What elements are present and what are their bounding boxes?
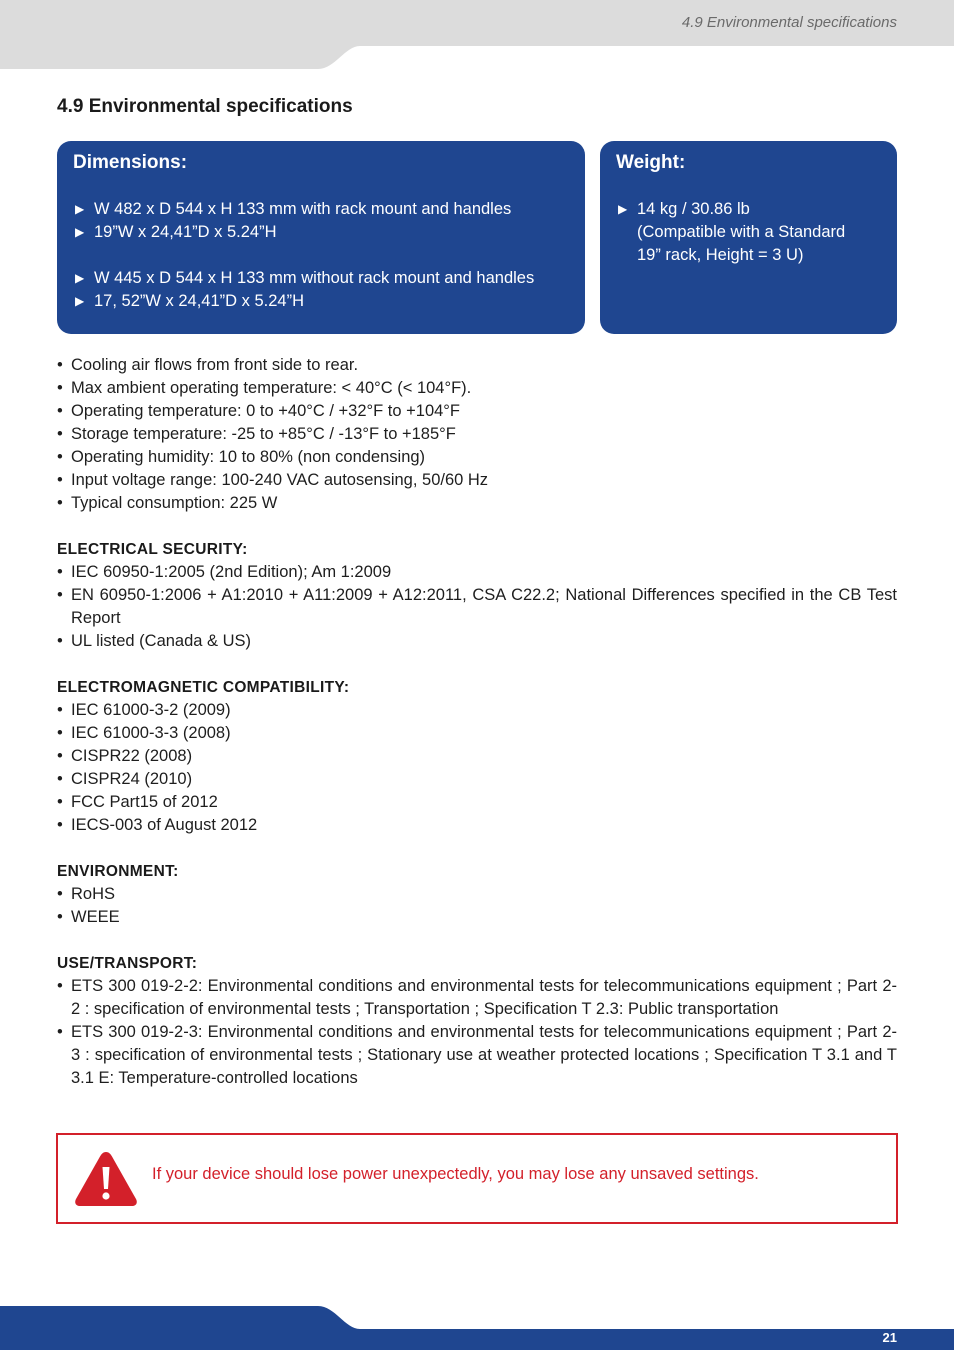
list-item: • UL listed (Canada & US) xyxy=(57,632,252,650)
list-item: ▶ W 445 x D 544 x H 133 mm without rack mount and handles xyxy=(75,267,534,290)
weight-note-line1: (Compatible with a Standard xyxy=(637,223,846,241)
list-item: ▶ W 482 x D 544 x H 133 mm with rack mount and handles xyxy=(75,198,534,221)
list-item: • Input voltage range: 100-240 VAC autosensing, 50/60 Hz xyxy=(57,471,489,489)
list-item: ▶ 19”W x 24,41”D x 5.24”H xyxy=(75,221,534,244)
list-item: • Operating temperature: 0 to +40°C / +32°F to +104°F xyxy=(57,402,460,420)
warning-box xyxy=(56,1133,898,1224)
dimensions-box xyxy=(57,141,585,334)
weight-note-line2: 19” rack, Height = 3 U) xyxy=(637,246,804,264)
spec-content xyxy=(57,354,897,1090)
section-title: 4.9 Environmental specifications xyxy=(57,96,353,117)
list-item: • RoHS xyxy=(57,885,116,903)
header-band xyxy=(0,0,954,70)
list-item: • IEC 61000-3-3 (2008) xyxy=(57,724,231,742)
emc-heading: ELECTROMAGNETIC COMPATIBILITY: xyxy=(57,679,350,696)
list-item: • ETS 300 019-2-2: Environmental conditions and environmental tests for telecommunications equipment ; Part 2-2 : specification of environmental tests ; Transportation ; Specification T 2.3: Public transportation xyxy=(57,977,897,1018)
weight-box xyxy=(600,141,897,334)
list-item: • Operating humidity: 10 to 80% (non condensing) xyxy=(57,448,426,466)
triangle-bullet-icon: ▶ xyxy=(75,294,85,308)
environment-heading: ENVIRONMENT: xyxy=(57,863,179,880)
list-item: • IECS-003 of August 2012 xyxy=(57,816,258,834)
weight-list xyxy=(618,198,845,267)
warning-icon xyxy=(73,1149,139,1209)
list-item: • CISPR24 (2010) xyxy=(57,770,193,788)
list-item: • Typical consumption: 225 W xyxy=(57,494,278,512)
list-item: • ETS 300 019-2-3: Environmental conditions and environmental tests for telecommunications equipment ; Part 2-3 : specification of environmental tests ; Stationary use at weather protected locations ; Specification T 3.1 and T 3.1 E: Temperature-controlled locations xyxy=(57,1023,897,1087)
list-item: • IEC 60950-1:2005 (2nd Edition); Am 1:2009 xyxy=(57,563,392,581)
list-item: • FCC Part15 of 2012 xyxy=(57,793,218,811)
list-item: • CISPR22 (2008) xyxy=(57,747,193,765)
list-item: • IEC 61000-3-2 (2009) xyxy=(57,701,231,719)
list-item: • WEEE xyxy=(57,908,120,926)
list-item: • Max ambient operating temperature: < 40°C (< 104°F). xyxy=(57,379,472,397)
triangle-bullet-icon: ▶ xyxy=(75,225,85,239)
triangle-bullet-icon: ▶ xyxy=(75,271,85,285)
list-item: • Storage temperature: -25 to +85°C / -13°F to +185°F xyxy=(57,425,456,443)
running-header: 4.9 Environmental specifications xyxy=(681,14,897,31)
triangle-bullet-icon: ▶ xyxy=(75,202,85,216)
list-item: • Cooling air flows from front side to rear. xyxy=(57,356,359,374)
use-transport-heading: USE/TRANSPORT: xyxy=(57,955,198,972)
dimensions-title: Dimensions: xyxy=(73,152,188,173)
dimensions-list xyxy=(75,198,534,313)
list-gap xyxy=(75,244,534,267)
electrical-security-heading: ELECTRICAL SECURITY: xyxy=(57,541,248,558)
footer-band xyxy=(0,1300,954,1350)
list-item: ▶ 17, 52”W x 24,41”D x 5.24”H xyxy=(75,290,534,313)
list-item: ▶ 14 kg / 30.86 lb xyxy=(618,198,845,221)
triangle-bullet-icon: ▶ xyxy=(618,202,628,216)
page-number: 21 xyxy=(882,1330,897,1345)
weight-title: Weight: xyxy=(616,152,686,173)
warning-text: If your device should lose power unexpectedly, you may lose any unsaved settings. xyxy=(152,1165,759,1183)
list-item: • EN 60950-1:2006 + A1:2010 + A11:2009 + A12:2011, CSA C22.2; National Differences specified in the CB Test Report xyxy=(57,586,897,627)
